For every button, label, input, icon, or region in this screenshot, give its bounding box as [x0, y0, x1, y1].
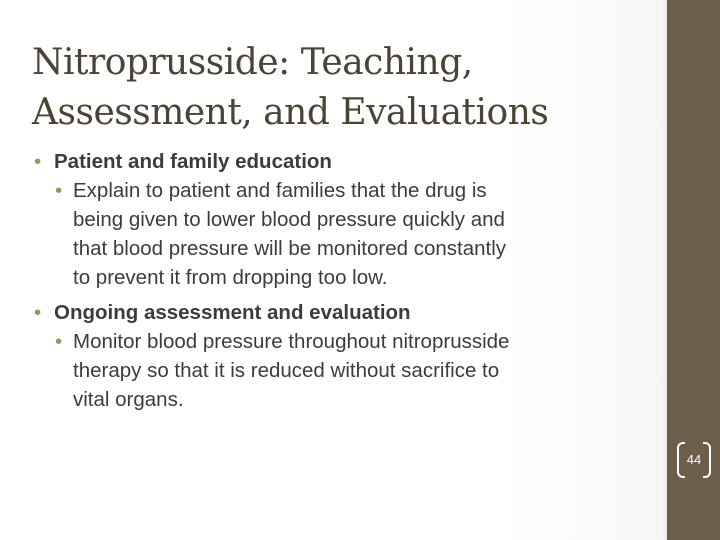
slide-number-badge [677, 442, 711, 476]
slide-number: 44 [686, 452, 702, 467]
subbullet-line: to prevent it from dropping too low. [73, 266, 388, 289]
title-line-2: Assessment, and Evaluations [32, 92, 549, 133]
bullet-marker: • [34, 301, 42, 324]
title-line-1: Nitroprusside: Teaching, [32, 42, 473, 83]
subbullet-line: vital organs. [73, 388, 184, 411]
bullet-heading: Patient and family education [54, 150, 332, 173]
subbullet-explain-to-patient [32, 176, 652, 292]
bullet-patient-family-education [32, 147, 652, 176]
bullet-heading: Ongoing assessment and evaluation [54, 301, 411, 324]
bullet-marker: • [55, 330, 63, 353]
bullet-ongoing-assessment [32, 298, 652, 327]
subbullet-line: being given to lower blood pressure quickly and [73, 208, 505, 231]
subbullet-line: Explain to patient and families that the drug is [73, 179, 487, 202]
subbullet-line: that blood pressure will be monitored constantly [73, 237, 507, 260]
subbullet-line: Monitor blood pressure throughout nitroprusside [73, 330, 510, 353]
slide-title [32, 38, 652, 138]
bullet-marker: • [55, 179, 63, 202]
bullet-marker: • [34, 150, 42, 173]
slide-body [32, 145, 652, 414]
subbullet-line: therapy so that it is reduced without sacrifice to [73, 359, 500, 382]
subbullet-monitor-blood-pressure [32, 327, 652, 414]
